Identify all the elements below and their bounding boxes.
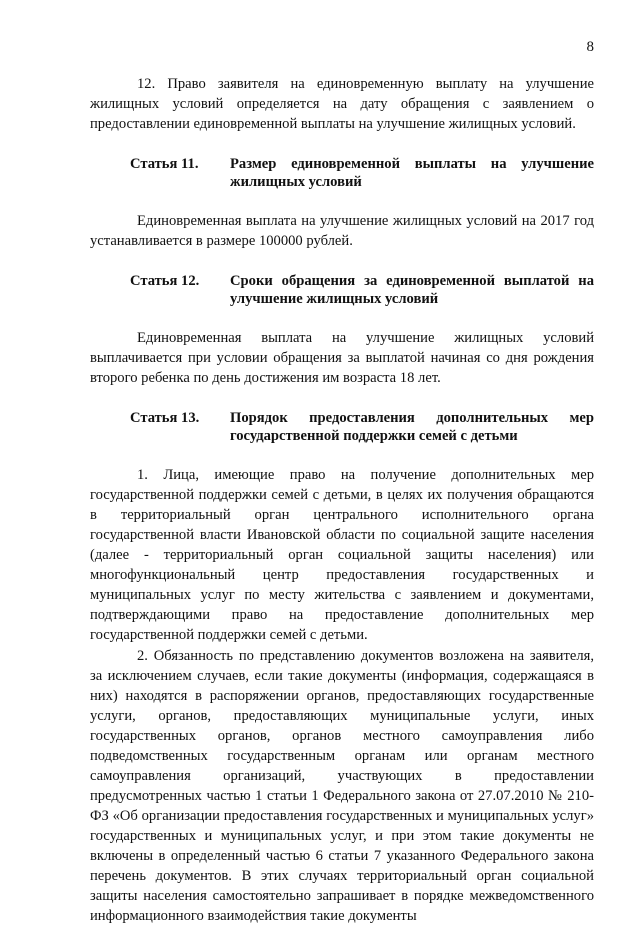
- paragraph-clause-2: 2. Обязанность по представлению документов возложена на заявителя, за исключением случаев, если такие документы (информация, содержащаяся в них) находятся в распоряжении органов, предоставляющих государственные услуги, органов, предоставляющих муниципальные услуги, иных государственных органов, органов местного самоуправления либо подведомственных государственным органам или органам местного самоуправления организаций, участвующих в предоставлении предусмотренных частью 1 статьи 1 Федерального закона от 27.07.2010 № 210-ФЗ «Об организации предоставления государственных и муниципальных услуг» государственных и муниципальных услуг, и при этом такие документы не включены в определенный частью 6 статьи 7 указанного Федерального закона перечень документов. В этих случаях территориальный орган социальной защиты населения самостоятельно запрашивает в порядке межведомственного информационного взаимодействия такие документы: [90, 648, 594, 924]
- article-label: Статья 13.: [130, 410, 200, 426]
- article-label: Статья 12.: [130, 273, 200, 289]
- article-13-heading: [90, 409, 594, 445]
- article-title: Размер единовременной выплаты на улучшение жилищных условий: [230, 156, 594, 190]
- article-title: Порядок предоставления дополнительных мер государственной поддержки семей с детьми: [230, 410, 594, 444]
- page-number: 8: [586, 39, 594, 55]
- article-title: Сроки обращения за единовременной выплатой на улучшение жилищных условий: [230, 273, 594, 307]
- paragraph-payment-amount: Единовременная выплата на улучшение жилищных условий на 2017 год устанавливается в размере 100000 рублей.: [90, 213, 594, 249]
- document-body: [90, 74, 594, 926]
- article-11-heading: [90, 155, 594, 191]
- paragraph-clause-1: 1. Лица, имеющие право на получение дополнительных мер государственной поддержки семей с детьми, в целях их получения обращаются в территориальный орган центрального исполнительного органа государственной власти Ивановской области по социальной защите населения (далее - территориальный орган социальной защиты населения) или многофункциональный центр предоставления государственных и муниципальных услуг по месту жительства с заявлением и документами, подтверждающими право на предоставление дополнительных мер государственной поддержки семей с детьми.: [90, 467, 594, 643]
- article-label: Статья 11.: [130, 156, 199, 172]
- paragraph-right-date: 12. Право заявителя на единовременную выплату на улучшение жилищных условий определяется на дату обращения с заявлением о предоставлении единовременной выплаты на улучшение жилищных условий.: [90, 76, 594, 132]
- article-12-heading: [90, 272, 594, 308]
- paragraph-application-period: Единовременная выплата на улучшение жилищных условий выплачивается при условии обращения за выплатой начиная со дня рождения второго ребенка по день достижения им возраста 18 лет.: [90, 330, 594, 386]
